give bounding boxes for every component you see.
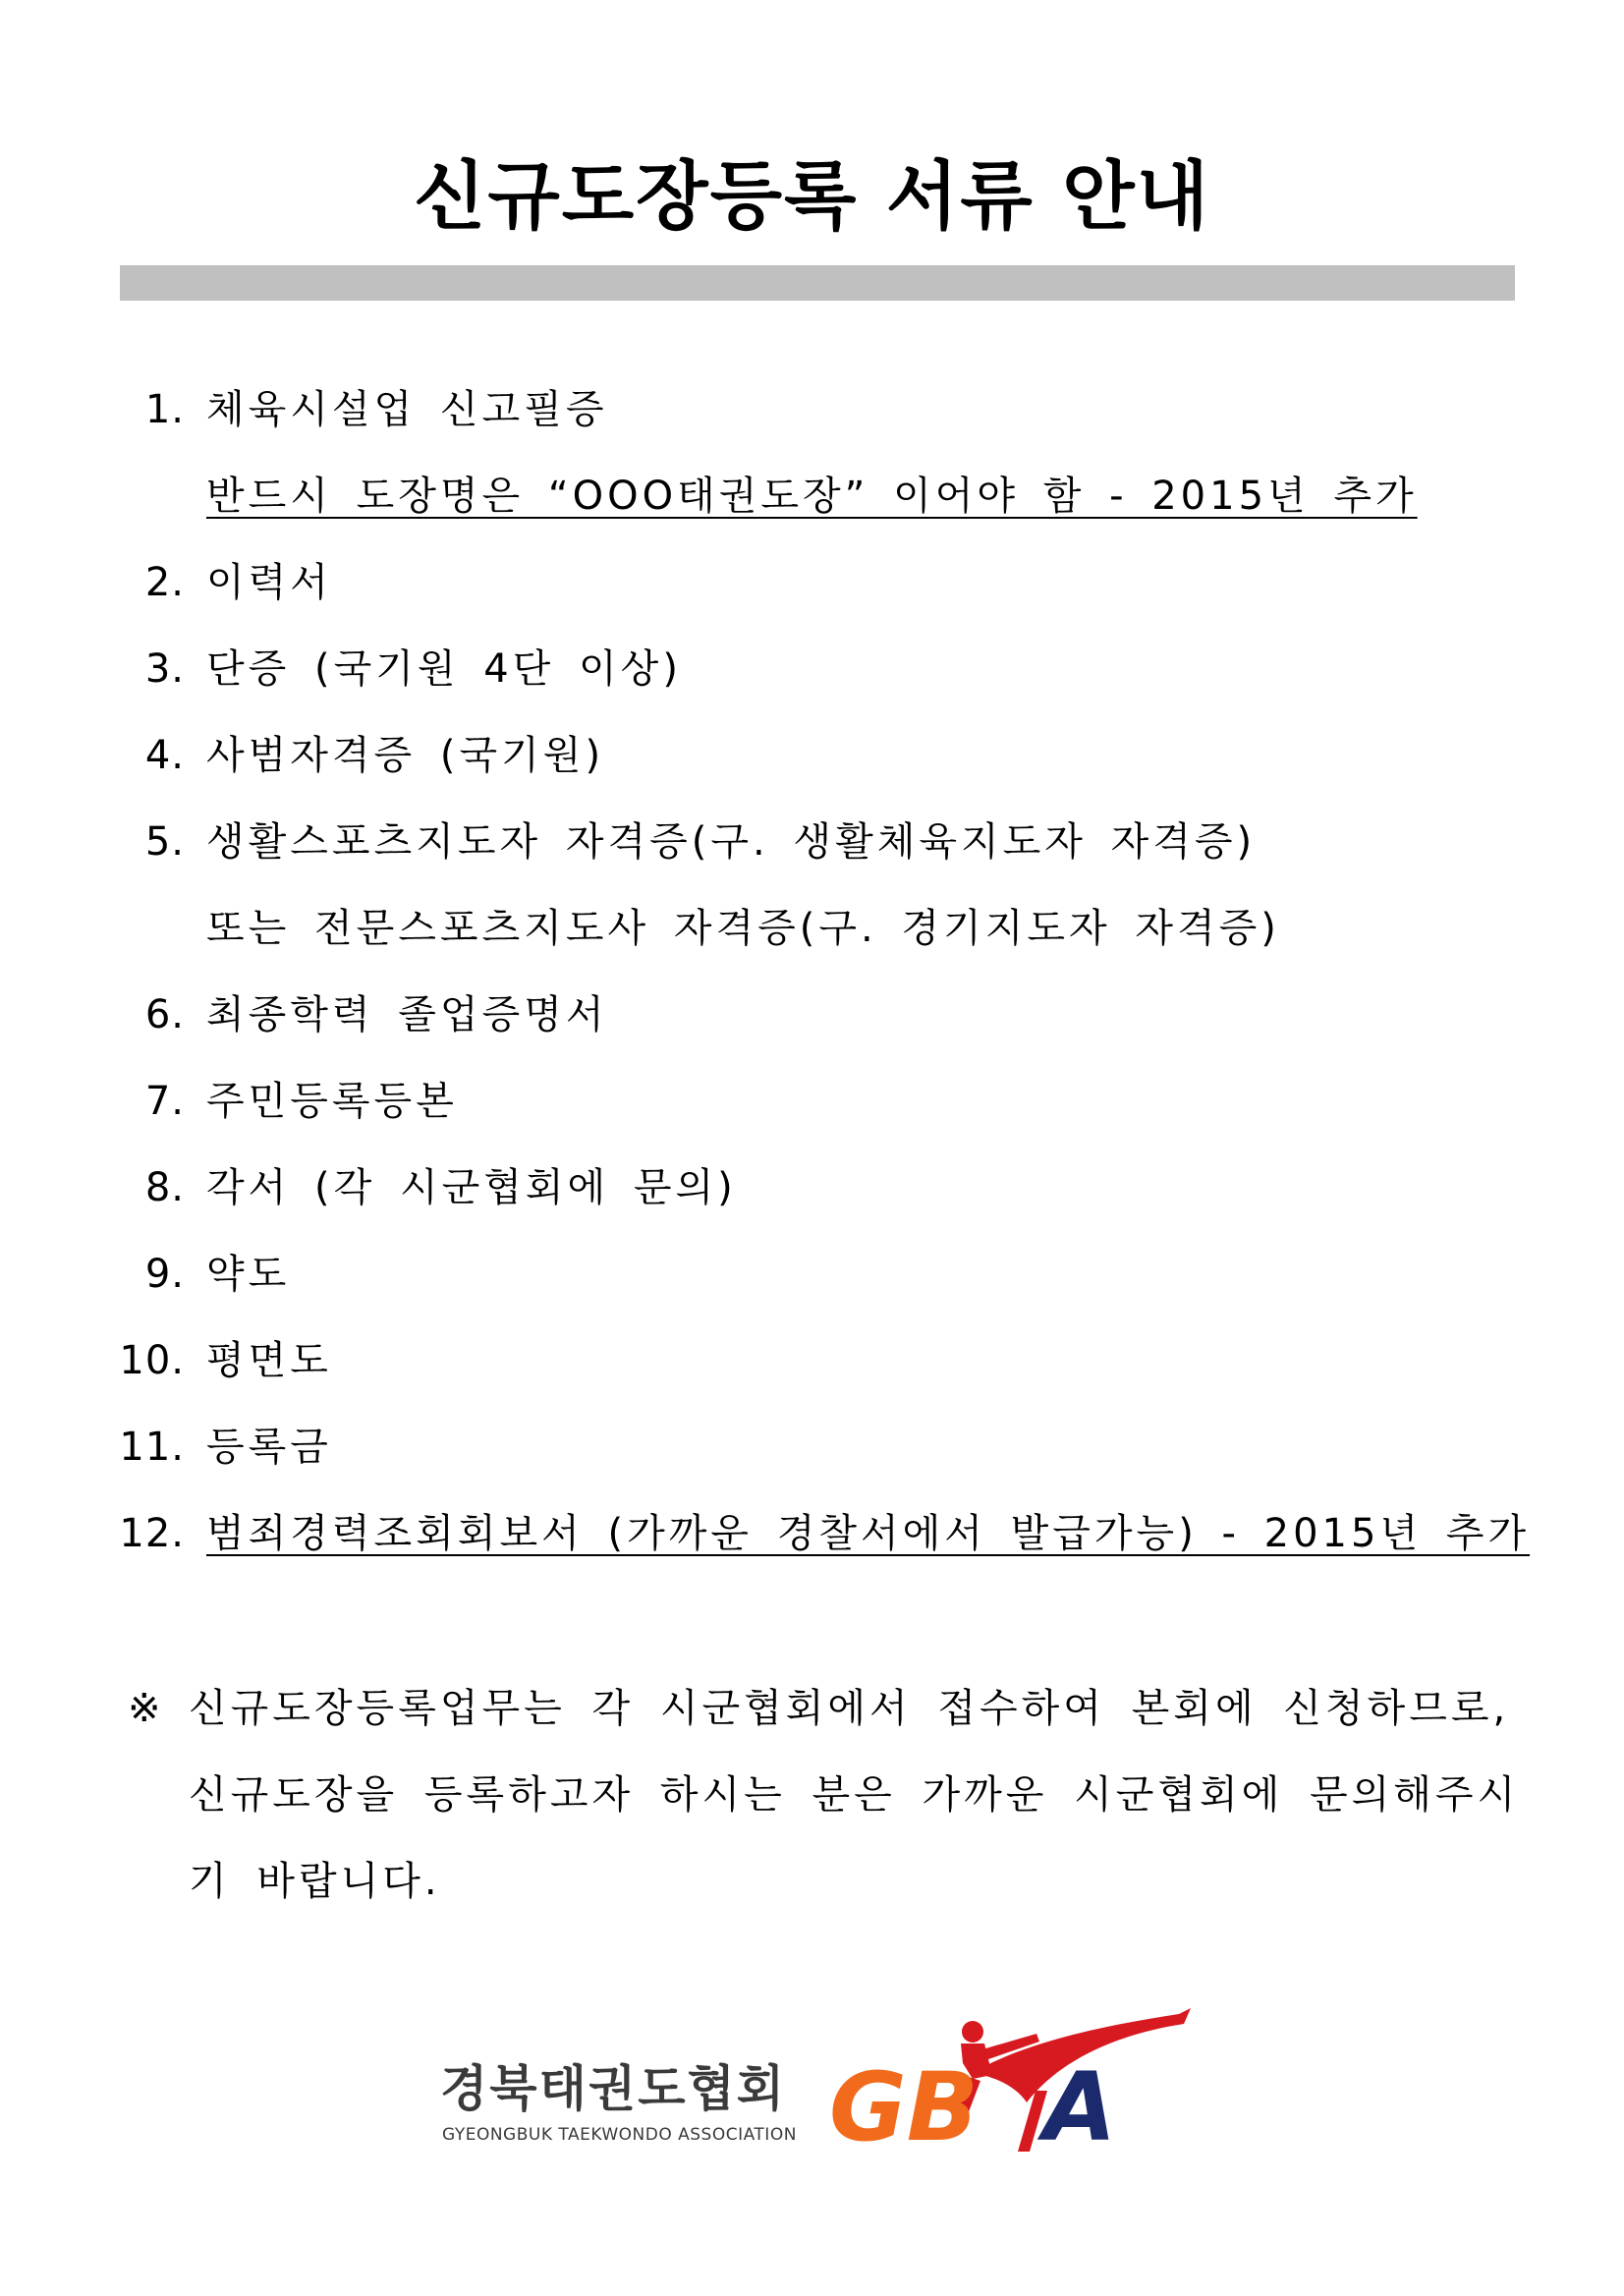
- item-text: 또는 전문스포츠지도사 자격증(구. 경기지도자 자격증): [206, 906, 1280, 951]
- item-number: 5.: [144, 819, 185, 865]
- list-item: [0, 1501, 1624, 1588]
- notice-text: 기 바랍니다.: [189, 1859, 441, 1904]
- list-item: [0, 1415, 1624, 1501]
- list-item-continuation: [0, 896, 1624, 982]
- list-item: [0, 1242, 1624, 1328]
- item-text: 사범자격증 (국기원): [206, 733, 605, 778]
- list-item: [0, 982, 1624, 1069]
- document-list: [0, 377, 1624, 1588]
- notice-text: 신규도장등록업무는 각 시군협회에서 접수하여 본회에 신청하므로,: [189, 1686, 1510, 1731]
- item-number: 6.: [144, 992, 185, 1037]
- item-note-text: 반드시 도장명은 “OOO태권도장” 이어야 함 - 2015년 추가: [206, 474, 1418, 519]
- item-text: 생활스포츠지도자 자격증(구. 생활체육지도자 자격증): [206, 819, 1257, 865]
- gbta-emblem-icon: [825, 2004, 1208, 2161]
- notice-text: 신규도장을 등록하고자 하시는 분은 가까운 시군협회에 문의해주시: [189, 1772, 1520, 1818]
- item-text: 주민등록등본: [206, 1079, 458, 1124]
- item-text: 범죄경력조회회보서 (가까운 경찰서에서 발급가능) - 2015년 추가: [206, 1511, 1531, 1556]
- reference-mark-icon: ※: [128, 1686, 165, 1731]
- logo-letter-a: A: [1043, 2052, 1117, 2161]
- item-number: 12.: [119, 1511, 185, 1556]
- item-number: 7.: [144, 1079, 185, 1124]
- item-text: 최종학력 졸업증명서: [206, 992, 608, 1037]
- list-item: [0, 550, 1624, 637]
- list-item: [0, 1069, 1624, 1155]
- association-logo: [440, 2004, 1206, 2161]
- item-number: 8.: [144, 1165, 185, 1210]
- page-title: 신규도장등록 서류 안내: [413, 152, 1211, 240]
- list-item: [0, 377, 1624, 464]
- item-number: 10.: [119, 1338, 185, 1383]
- list-item: [0, 637, 1624, 723]
- list-item: [0, 1328, 1624, 1415]
- list-item: [0, 723, 1624, 810]
- item-number: 4.: [144, 733, 185, 778]
- item-number: 9.: [144, 1252, 185, 1297]
- notice-line: [0, 1763, 1624, 1849]
- notice-block: [0, 1676, 1624, 1935]
- item-number: 1.: [144, 387, 185, 432]
- notice-line: [0, 1849, 1624, 1935]
- item-text: 약도: [206, 1252, 291, 1297]
- item-text: 이력서: [206, 560, 332, 605]
- list-item-note: [0, 464, 1624, 550]
- logo-name-english: GYEONGBUK TAEKWONDO ASSOCIATION: [442, 2125, 797, 2145]
- item-number: 3.: [144, 646, 185, 692]
- item-text: 등록금: [206, 1425, 332, 1470]
- item-text: 각서 (각 시군협회에 문의): [206, 1165, 737, 1210]
- item-text: 단증 (국기원 4단 이상): [206, 646, 682, 692]
- logo-name-korean: 경북태권도협회: [440, 2060, 787, 2117]
- title-divider: [120, 265, 1515, 301]
- item-text: 평면도: [206, 1338, 332, 1383]
- list-item: [0, 810, 1624, 896]
- item-number: 11.: [119, 1425, 185, 1470]
- logo-letters-gb: GB: [829, 2052, 979, 2161]
- item-text: 체육시설업 신고필증: [206, 387, 608, 432]
- item-number: 2.: [144, 560, 185, 605]
- notice-line: [0, 1676, 1624, 1763]
- list-item: [0, 1155, 1624, 1242]
